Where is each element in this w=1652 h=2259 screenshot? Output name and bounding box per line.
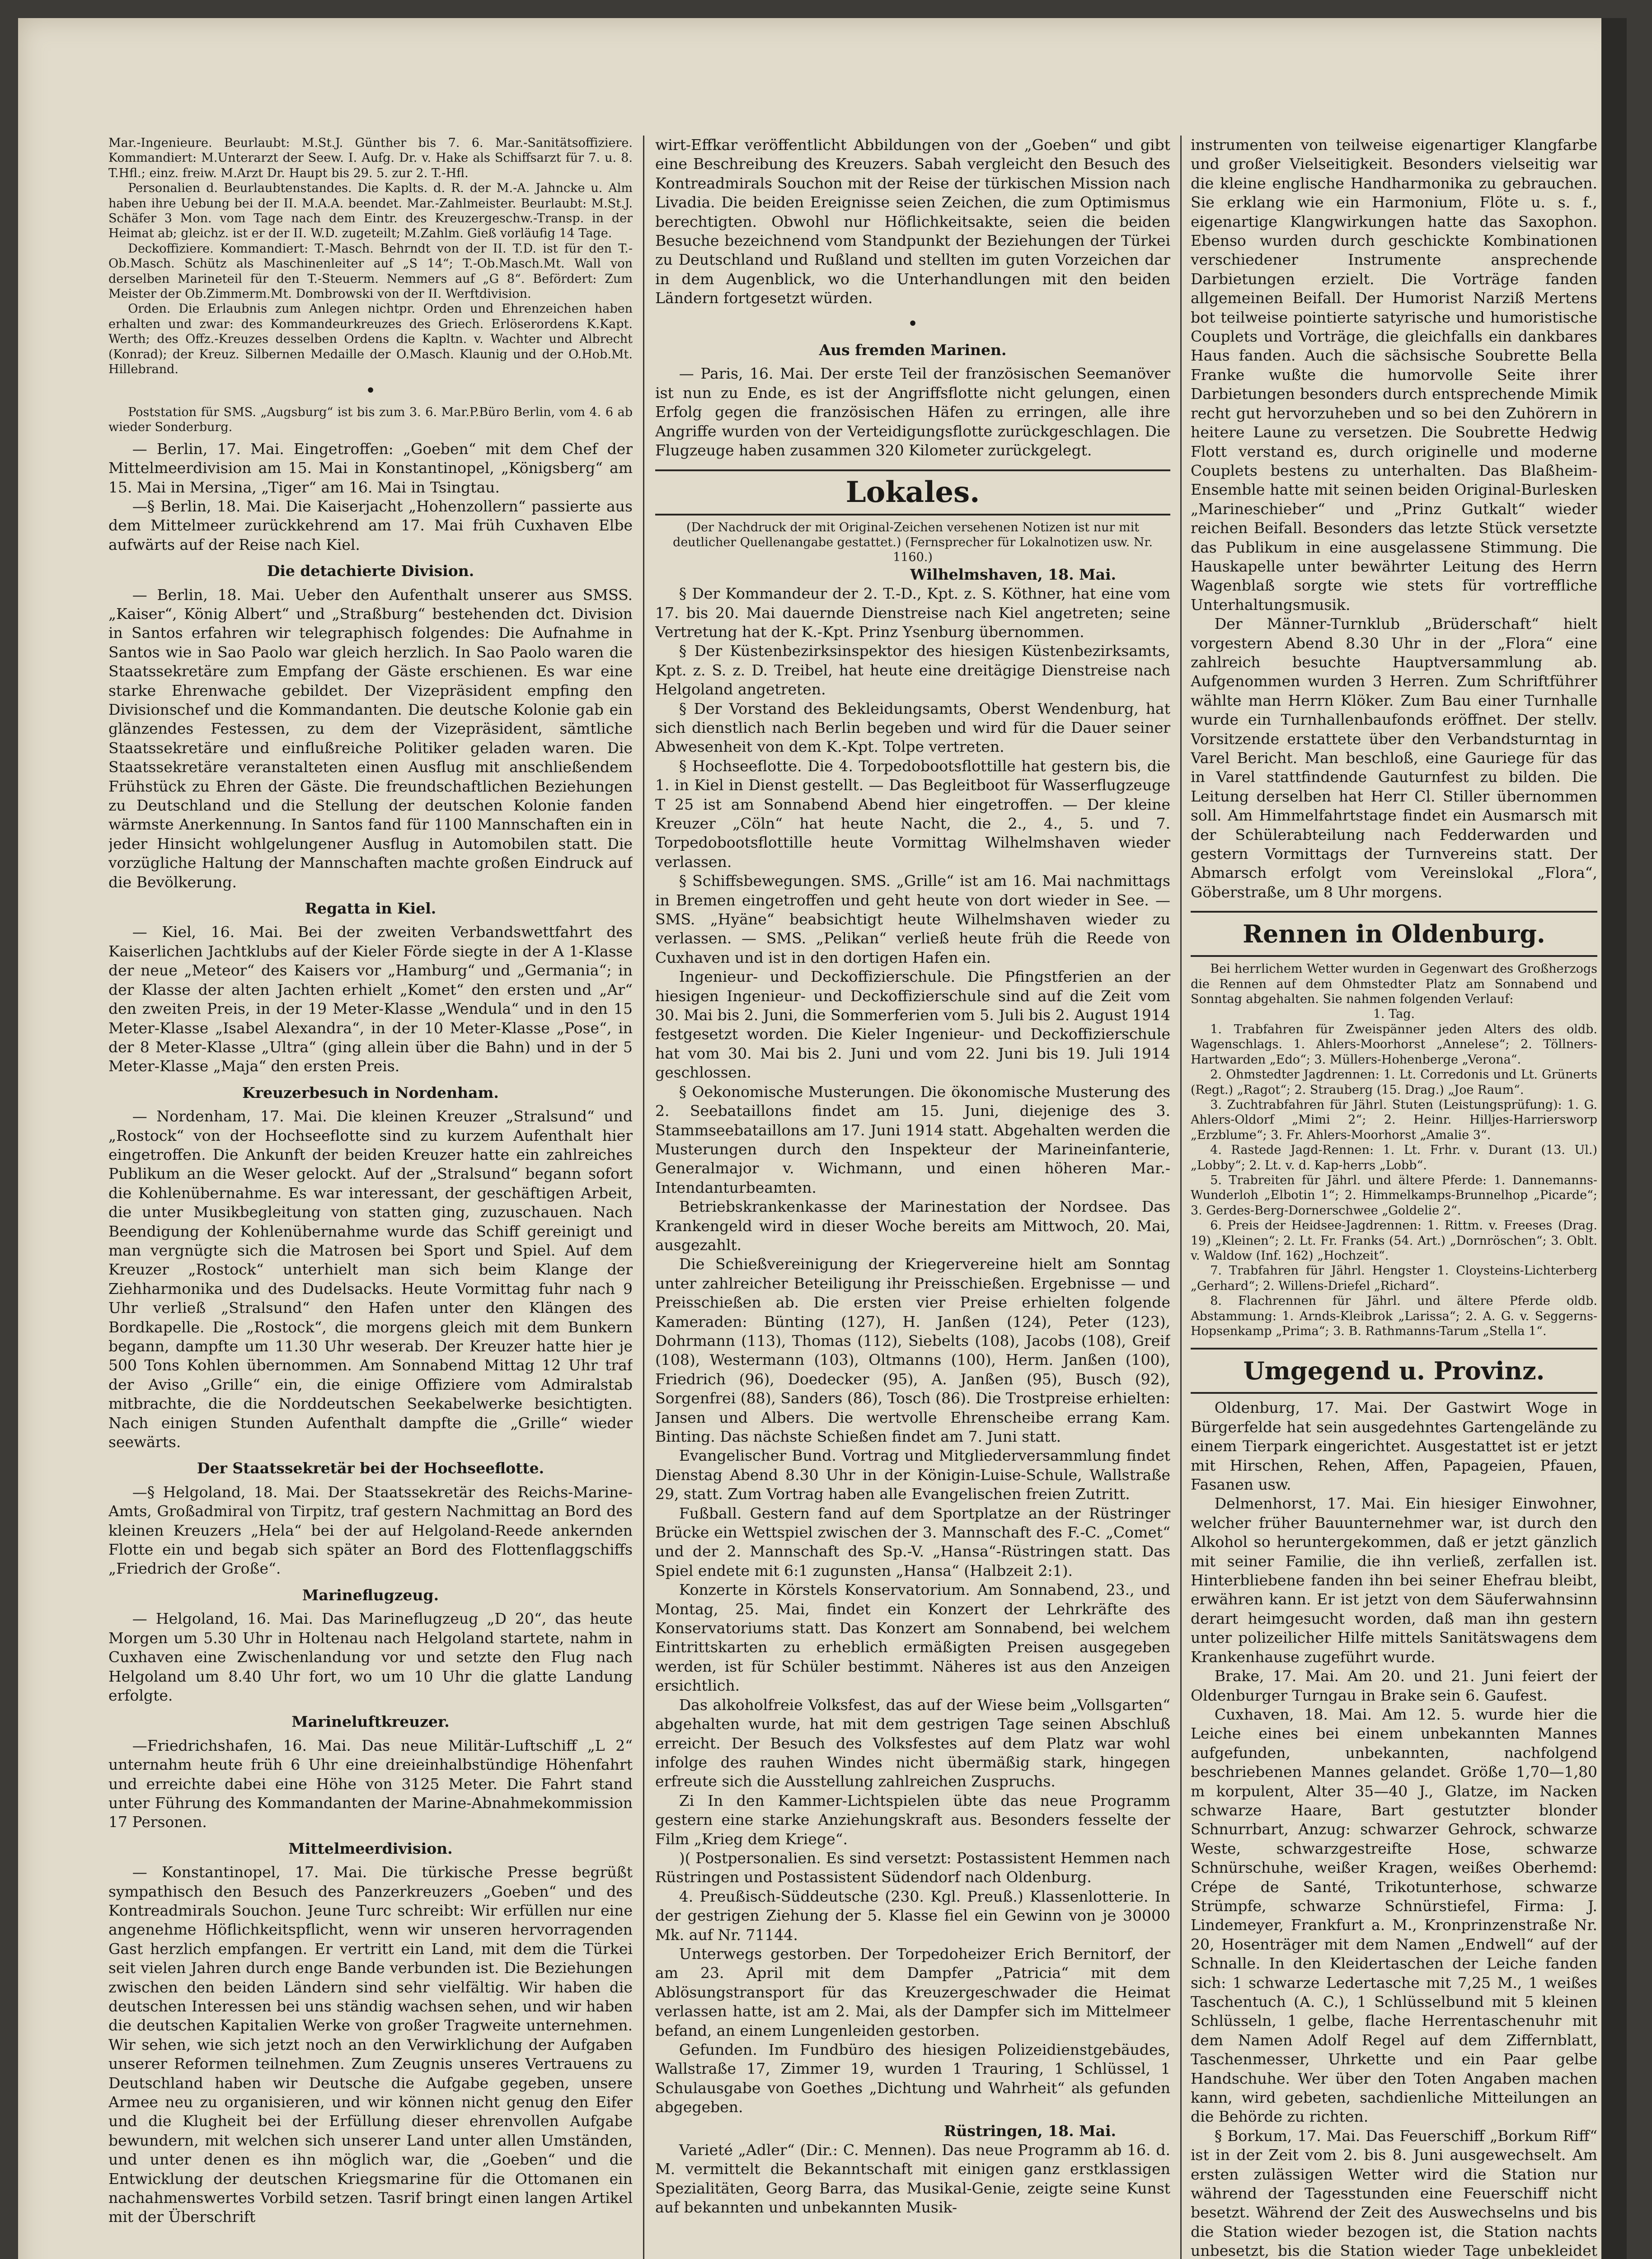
race-entry: 6. Preis der Heidsee-Jagdrennen: 1. Rittm. v. Freeses (Drag. 19) „Kleinen“; 2. Lt. Fr. Franks (54. Art.) „Dornröschen“; 3. Oblt. v. Waldow (Inf. 162) „Hochzeit“. — [1191, 1219, 1597, 1263]
race-entry: 3. Zuchtrabfahren für Jährl. Stuten (Leistungsprüfung): 1. G. Ahlers-Oldorf „Mimi 2“; 2. Heinr. Hilljes-Harriersworp „Erzblume“; 3. Fr. Ahlers-Moorhorst „Amalie 3“. — [1191, 1097, 1597, 1142]
dateline: Rüstringen, 18. Mai. — [943, 2122, 1116, 2140]
regional-item: Oldenburg, 17. Mai. Der Gastwirt Woge in Bürgerfelde hat sein ausgedehntes Gartengelände zu einem Tierpark eingerichtet. Ausgestattet ist er jetzt mit Hirschen, Rehen, Affen, Papageien, Pfauen, Fasanen usw. — [1191, 1399, 1597, 1494]
regional-item: Delmenhorst, 17. Mai. Ein hiesiger Einwohner, welcher früher Bauunternehmer war, ist durch den Alkohol so heruntergekommen, daß er jetzt gänzlich mit seiner Familie, die ihn verließ, zerfallen ist. Hinterbliebene fanden ihn bei seiner Ehefrau bleibt, erwähren kann. Er ist jetzt von dem Säuferwahnsinn derart heimgesucht worden, daß man ihn gestern unter polizeilicher Hilfe mittels Sanitätswagens dem Krankenhause zugeführt wurde. — [1191, 1495, 1597, 1666]
umgegend-heading: Umgegend u. Provinz. — [1191, 1348, 1597, 1394]
local-item: Gefunden. Im Fundbüro des hiesigen Polizeidienstgebäudes, Wallstraße 17, Zimmer 19, wurden 1 Trauring, 1 Schlüssel, 1 Schulausgabe von Goethes „Dichtung und Wahrheit“ als gefunden abgegeben. — [655, 2041, 1170, 2116]
race-entry: 5. Trabreiten für Jährl. und ältere Pferde: 1. Dannemanns-Wunderloh „Elbotin 1“; 2. Himmelkamps-Brunnelhop „Picarde“; 3. Gerdes-Berg-Dornerschwee „Goldelie 2“. — [1191, 1173, 1597, 1218]
copyright-notice: (Der Nachdruck der mit Original-Zeichen versehenen Notizen ist nur mit deutlicher Quellenangabe gestattet.) (Fernsprecher für Lokalnotizen usw. Nr. 1160.) — [673, 520, 1153, 565]
personalia-text: Mar.-Ingenieure. Beurlaubt: M.St.J. Günther bis 7. 6. Mar.-Sanitätsoffiziere. Kommandiert: M.Unterarzt der Seew. I. Aufg. Dr. v. Hake als Schiffsarzt für 7. u. 8. T.Hfl.; einz. freiw. M.Arzt Dr. Haupt bis 29. 5. zur 2. T.-Hfl. — [108, 136, 633, 180]
separator: • — [365, 380, 376, 401]
section-heading: Marineluftkreuzer. — [291, 1713, 450, 1731]
news-item: —Friedrichshafen, 16. Mai. Das neue Militär-Luftschiff „L 2“ unternahm heute früh 6 Uhr eine dreieinhalbstündige Höhenfahrt und erreichte dabei eine Höhe von 3125 Meter. Die Fahrt stand unter Führung des Kommandanten der Marine-Abnahmekommission 17 Personen. — [108, 1736, 633, 1831]
race-entry: 7. Trabfahren für Jährl. Hengster 1. Cloysteins-Lichterberg „Gerhard“; 2. Willens-Driefel „Richard“. — [1191, 1264, 1597, 1293]
news-item: — Berlin, 18. Mai. Ueber den Aufenthalt unserer aus SMSS. „Kaiser“, König Albert“ und „Straßburg“ bestehenden dct. Division in Santos erfahren wir telegraphisch folgendes: Die Aufnahme in Santos wie in Sao Paolo war gleich herzlich. In Sao Paolo waren die Staatssekretäre zum Empfang der Gäste erschienen. Es war eine starke Ehrenwache gebildet. Der Vizepräsident empfing den Divisionschef und die Kommandanten. Die deutsche Kolonie gab ein glänzendes Festessen, zu dem der Vizepräsident, sämtliche Staatssekretäre und einflußreiche Politiker geladen waren. Die Staatssekretäre veranstalteten einen Ausflug mit anschließendem Frühstück zu Ehren der Gäste. Die freundschaftlichen Beziehungen zu Deutschland und die Stellung der deutschen Kolonie fanden wärmste Anerkennung. In Santos fand für 1100 Mannschaften ein in jeder Hinsicht wohlgelungener Ausflug in Automobilen statt. Die vorzügliche Haltung der Mannschaften machte großen Eindruck auf die Bevölkerung. — [108, 586, 633, 891]
post-notice: Poststation für SMS. „Augsburg“ ist bis zum 3. 6. Mar.P.Büro Berlin, vom 4. 6 ab wieder Sonderburg. — [108, 405, 633, 435]
race-intro: Bei herrlichem Wetter wurden in Gegenwart des Großherzogs die Rennen auf dem Ohmstedter Platz am Sonnabend und Sonntag abgehalten. Sie nahmen folgenden Verlauf: — [1191, 962, 1597, 1007]
section-heading: Mittelmeerdivision. — [288, 1839, 453, 1857]
rennen-heading: Rennen in Oldenburg. — [1191, 911, 1597, 957]
column-middle — [655, 136, 1170, 2259]
local-item: § Der Vorstand des Bekleidungsamts, Oberst Wendenburg, hat sich dienstlich nach Berlin begeben und wird für die Dauer seiner Abwesenheit von dem K.-Kpt. Tolpe vertreten. — [655, 699, 1170, 756]
local-item: § Der Küstenbezirksinspektor des hiesigen Küstenbezirksamts, Kpt. z. S. z. D. Treibel, hat heute eine dreitägige Dienstreise nach Helgoland angetreten. — [655, 642, 1170, 698]
local-item: § Der Kommandeur der 2. T.-D., Kpt. z. S. Köthner, hat eine vom 17. bis 20. Mai dauernde Dienstreise nach Kiel angetreten; seine Vertretung hat der K.-Kpt. Prinz Ysenburg übernommen. — [655, 585, 1170, 641]
race-results — [1191, 961, 1597, 1339]
news-item: —§ Berlin, 18. Mai. Die Kaiserjacht „Hohenzollern“ passierte aus dem Mittelmeer zurückkehrend am 17. Mai früh Cuxhaven Elbe aufwärts auf der Reise nach Kiel. — [108, 497, 633, 553]
column-left — [108, 136, 633, 2259]
local-item: § Oekonomische Musterungen. Die ökonomische Musterung des 2. Seebataillons findet am 15. Juni, diejenige des 3. Stammseebataillons am 17. Juni 1914 statt. Abgehalten werden die Musterungen durch den Inspekteur der Marineinfanterie, Generalmajor v. Wichmann, und einen höheren Mar.-Intendanturbeamten. — [655, 1083, 1170, 1196]
local-item: Ingenieur- und Deckoffizierschule. Die Pfingstferien an der hiesigen Ingenieur- und Deckoffizierschule sind auf die Zeit vom 30. Mai bis 2. Juni, die Sommerferien vom 5. Juli bis 2. August 1914 festgesetzt worden. Die Kieler Ingenieur- und Deckoffizierschule hat vom 30. Mai bis 2. Juni und vom 22. Juni bis 19. Juli 1914 geschlossen. — [655, 968, 1170, 1082]
section-heading: Marineflugzeug. — [302, 1586, 439, 1604]
race-entry: 1. Trabfahren für Zweispänner jeden Alters des oldb. Wagenschlags. 1. Ahlers-Moorhorst „Annelese“; 2. Töllners-Hartwarden „Edo“; 3. Müllers-Hohenberge „Verona“. — [1191, 1022, 1597, 1067]
race-entry: 4. Rastede Jagd-Rennen: 1. Lt. Frhr. v. Durant (13. Ul.) „Lobby“; 2. Lt. v. d. Kap-herrs „Lobb“. — [1191, 1143, 1597, 1172]
regional-item: Cuxhaven, 18. Mai. Am 12. 5. wurde hier die Leiche eines bei einem unbekannten Mannes aufgefunden, unbekannten, nachfolgend beschriebenen Mannes gelandet. Größe 1,70—1,80 m korpulent, Alter 35—40 J., Glatze, im Nacken schwarze Haare, Bart gestutzter blonder Schnurrbart, Anzug: schwarzer Gehrock, schwarze Weste, schwarzgestreifte Hose, schwarze Schnürschuhe, weißer Kragen, weißes Oberhemd: Crépe de Santé, Trikotunterhose, schwarze Strümpfe, schwarze Schnürstiefel, Firma: J. Lindemeyer, Frankfurt a. M., Kronprinzenstraße Nr. 20, Hosenträger mit dem Namen „Endwell“ auf der Schnalle. In den Kleidertaschen der Leiche fanden sich: 1 schwarze Ledertasche mit 7,25 M., 1 weißes Taschentuch (A. C.), 1 Schlüsselbund mit 5 kleinen Schlüsseln, 1 gelbe, flache Herrentaschenuhr mit dem Namen Adolf Regel auf dem Ziffernblatt, Taschenmesser, Uhrkette und ein Paar gelbe Handschuhe. Wer über den Toten Angaben machen kann, wird gebeten, sachdienliche Mitteilungen an die Behörde zu richten. — [1191, 1705, 1597, 2126]
local-item: Das alkoholfreie Volksfest, das auf der Wiese beim „Vollsgarten“ abgehalten wurde, hat mit dem gestrigen Tage seinen Abschluß erreicht. Der Besuch des Volksfestes auf dem Platz war wohl infolge des rauhen Windes nicht übermäßig stark, hingegen erfreute sich die Ausstellung zahlreichen Zuspruchs. — [655, 1696, 1170, 1790]
regional-item: § Borkum, 17. Mai. Das Feuerschiff „Borkum Riff“ ist in der Zeit vom 2. bis 8. Juni ausgewechselt. Am ersten zulässigen Wetter wird die Station nur während der Tagesstunden eine Feuerschiff nicht besetzt. Während der Zeit des Auswechselns und bis die Station wieder bezogen ist, die Station nachts unbesetzt, bis die Station wieder Tage unbekleidet — [1191, 2127, 1597, 2259]
news-item: wirt-Effkar veröffentlicht Abbildungen von der „Goeben“ und gibt eine Beschreibung des Kreuzers. Sabah vergleicht den Besuch des Kontreadmirals Souchon mit der Reise der türkischen Mission nach Livadia. Die beiden Ereignisse seien Zeichen, die zum Optimismus berechtigten. Obwohl nur Höflichkeitsakte, seien die beiden Besuche bezeichnend vom Standpunkt der Beziehungen der Türkei zu Deutschland und Rußland und stellten im guten Vorzeichen dar in dem Augenblick, wo die Unterhandlungen mit den beiden Ländern fortgesetzt würden. — [655, 136, 1170, 307]
section-heading: Regatta in Kiel. — [305, 900, 436, 918]
local-item: Evangelischer Bund. Vortrag und Mitgliederversammlung findet Dienstag Abend 8.30 Uhr in der Königin-Luise-Schule, Wallstraße 29, statt. Zum Vortrag haben alle Evangelischen freien Zutritt. — [655, 1447, 1170, 1503]
local-item: Varieté „Adler“ (Dir.: C. Mennen). Das neue Programm ab 16. d. M. vermittelt die Bekanntschaft mit einigen ganz erstklassigen Spezialitäten, Georg Barra, das Musikal-Genie, zeigte seine Kunst auf bekannten und unbekannten Musik- — [655, 2141, 1170, 2217]
news-item: — Helgoland, 16. Mai. Das Marineflugzeug „D 20“, das heute Morgen um 5.30 Uhr in Holtenau nach Helgoland startete, nahm in Cuxhaven eine Zwischenlandung vor und setzte den Flug nach Helgoland um 8.40 Uhr fort, wo um 10 Uhr die glatte Landung erfolgte. — [108, 1610, 633, 1704]
local-item: Fußball. Gestern fand auf dem Sportplatze an der Rüstringer Brücke ein Wettspiel zwischen der 3. Mannschaft des F.-C. „Comet“ und der 2. Mannschaft des Sp.-V. „Hansa“-Rüstringen statt. Das Spiel endete mit 6:1 zugunsten „Hansa“ (Halbzeit 2:1). — [655, 1504, 1170, 1579]
lokales-heading: Lokales. — [655, 469, 1170, 516]
race-entry: 8. Flachrennen für Jährl. und ältere Pferde oldb. Abstammung: 1. Arnds-Kleibrok „Larissa“; 2. A. G. v. Seggerns-Hopsenkamp „Prima“; 3. B. Rathmanns-Tarum „Stella 1“. — [1191, 1294, 1597, 1338]
local-item: Konzerte in Körstels Konservatorium. Am Sonnabend, 23., und Montag, 25. Mai, findet ein Konzert der Lehrkräfte des Konservatoriums statt. Das Konzert am Sonnabend, bei welchem Eintrittskarten zu erheblich ermäßigten Preisen ausgegeben werden, ist für Schüler bestimmt. Näheres ist aus den Anzeigen ersichtlich. — [655, 1581, 1170, 1695]
news-item: — Berlin, 17. Mai. Eingetroffen: „Goeben“ mit dem Chef der Mittelmeerdivision am 15. Mai in Konstantinopel, „Königsberg“ am 15. Mai in Mersina, „Tiger“ am 16. Mai in Tsingtau. — [108, 440, 633, 496]
news-item: — Paris, 16. Mai. Der erste Teil der französischen Seemanöver ist nun zu Ende, es ist der Angriffsflotte nicht gelungen, einen Erfolg gegen die französischen Häfen zu erringen, alle ihre Angriffe wurden von der Verteidigungsflotte zurückgeschlagen. Die Flugzeuge haben zusammen 320 Kilometer zurückgelegt. — [655, 365, 1170, 459]
local-item: Zi In den Kammer-Lichtspielen übte das neue Programm gestern eine starke Anziehungskraft aus. Besonders fesselte der Film „Krieg dem Kriege“. — [655, 1791, 1170, 1848]
local-item: § Hochseeflotte. Die 4. Torpedobootsflottille hat gestern bis, die 1. in Kiel in Dienst gestellt. — Das Begleitboot für Wasserflugzeuge T 25 ist am Sonnabend Abend hier eingetroffen. — Der kleine Kreuzer „Cöln“ hat heute Nacht, die 2., 4., 5. und 7. Torpedobootsflottille heute Vormittag Wilhelmshaven wieder verlassen. — [655, 757, 1170, 871]
regional-item: Brake, 17. Mai. Am 20. und 21. Juni feiert der Oldenburger Turngau in Brake sein 6. Gaufest. — [1191, 1667, 1597, 1704]
news-item: — Kiel, 16. Mai. Bei der zweiten Verbandswettfahrt des Kaiserlichen Jachtklubs auf der Kieler Förde siegte in der A 1-Klasse der neue „Meteor“ des Kaisers vor „Hamburg“ und „Germania“; in der Klasse der alten Jachten erhielt „Komet“ den ersten und „Ar“ den zweiten Preis, in der 19 Meter-Klasse „Wendula“ und in den 15 Meter-Klasse „Isabel Alexandra“, in der 10 Meter-Klasse „Pose“, in der 8 Meter-Klasse „Ultra“ (ging allein über die Bahn) und in der 5 Meter-Klasse „Maja“ den ersten Preis. — [108, 923, 633, 1075]
column-right — [1191, 136, 1597, 2259]
local-item: )( Postpersonalien. Es sind versetzt: Postassistent Hemmen nach Rüstringen und Postassistent Südendorf nach Oldenburg. — [655, 1849, 1170, 1886]
section-heading: Kreuzerbesuch in Nordenham. — [242, 1083, 499, 1101]
news-item: Der Männer-Turnklub „Brüderschaft“ hielt vorgestern Abend 8.30 Uhr in der „Flora“ eine zahlreich besuchte Hauptversammlung ab. Aufgenommen wurden 3 Herren. Zum Schriftführer wählte man Herrn Klöker. Zum Bau einer Turnhalle wurde ein Turnhallenbaufonds eröffnet. Der stellv. Vorsitzende erstattete über den Verbandsturntag in Varel Bericht. Man beschloß, eine Gauriege für das in Varel stattfindende Gauturnfest zu bilden. Die Leitung derselben hat Herr Cl. Stiller übernommen soll. Am Himmelfahrtstage findet ein Ausmarsch mit der Schülerabteilung nach Fedderwarden und gestern Vormittags der Turnvereins statt. Der Abmarsch erfolgt vom Vereinslokal „Flora“, Göberstraße, um 8 Uhr morgens. — [1191, 615, 1597, 901]
local-item: 4. Preußisch-Süddeutsche (230. Kgl. Preuß.) Klassenlotterie. In der gestrigen Ziehung der 5. Klasse fiel ein Gewinn von je 30000 Mk. auf Nr. 71144. — [655, 1887, 1170, 1944]
section-heading: Aus fremden Marinen. — [819, 341, 1007, 359]
dateline: Wilhelmshaven, 18. Mai. — [910, 565, 1116, 583]
page-edge — [1601, 18, 1627, 2259]
personalia-block — [108, 136, 633, 435]
personalia-text: Deckoffiziere. Kommandiert: T.-Masch. Behrndt von der II. T.D. ist für den T.-Ob.Masch. Schütz als Maschinenleiter auf „S 14“; T.-Ob.Masch.Mt. Wall von derselben Marineteil für den T.-Steuerm. Nemmers auf „G 8“. Befördert: Zum Meister der Ob.Zimmerm.Mt. Dombrowski von der II. Werftdivision. — [108, 241, 633, 301]
news-item: — Konstantinopel, 17. Mai. Die türkische Presse begrüßt sympathisch den Besuch des Panzerkreuzers „Goeben“ und des Kontreadmirals Souchon. Jeune Turc schreibt: Wir erfüllen nur eine angenehme Höflichkeitspflicht, wenn wir unseren hervorragenden Gast herzlich empfangen. Er vertritt ein Land, mit dem die Türkei seit vielen Jahren durch enge Bande verbunden ist. Die Beziehungen zwischen den beiden Ländern sind sehr vielfältig. Wir haben die deutschen Interessen bei uns ständig wachsen sehen, und wir haben die deutschen Kapitalien Werke von großer Tragweite unternehmen. Wir sehen, wie sich jetzt noch an den Verwirklichung der Aufgaben unserer Reformen teilnehmen. Zum Zeugnis unseres Vertrauens zu Deutschland haben wir Deutsche die Aufgabe gegeben, unsere Armee neu zu organisieren, und wir können nicht genug den Eifer und die Klugheit bei der Erfüllung dieser ehrenvollen Aufgabe bewundern, mit welchen sich unserer Land unter allen Umständen, und unter denen es ihn möglich war, die „Goeben“ und die Entwicklung der deutschen Kriegsmarine für die Ottomanen ein nachahmenswertes Vorbild setzen. Tasrif bringt einen langen Artikel mit der Überschrift — [108, 1863, 633, 2226]
local-item: Die Schießvereinigung der Kriegervereine hielt am Sonntag unter zahlreicher Beteiligung ihr Preisschießen. Ergebnisse — und Preisschießen ab. Die ersten vier Preise erhielten folgende Kameraden: Bünting (127), H. Janßen (124), Peter (123), Dohrmann (113), Thomas (112), Siebelts (108), Jacobs (108), Greif (108), Westermann (103), Oltmanns (100), Herm. Janßen (100), Friedrich (96), Doedecker (95), A. Janßen (95), Busch (92), Sorgenfrei (88), Sanders (86), Tosch (86). Die Trostpreise erhielten: Jansen und Albers. Die wertvolle Ehrenscheibe errang Kam. Binting. Das nächste Schießen findet am 7. Juni statt. — [655, 1255, 1170, 1445]
news-item: —§ Helgoland, 18. Mai. Der Staatssekretär des Reichs-Marine-Amts, Großadmiral von Tirpitz, traf gestern Nachmittag an Bord des kleinen Kreuzers „Hela“ bei der auf Helgoland-Reede ankernden Flotte ein und begab sich später an Bord des Flottenflaggschiffs „Friedrich der Große“. — [108, 1483, 633, 1578]
newspaper-page — [18, 18, 1627, 2259]
race-day: 1. Tag. — [1373, 1007, 1415, 1022]
separator: • — [907, 313, 918, 334]
column-rule — [1180, 136, 1182, 2259]
race-entry: 2. Ohmstedter Jagdrennen: 1. Lt. Corredonis und Lt. Grünerts (Regt.) „Ragot“; 2. Strauberg (15. Drag.) „Joe Raum“. — [1191, 1068, 1597, 1097]
local-item: § Schiffsbewegungen. SMS. „Grille“ ist am 16. Mai nachmittags in Bremen eingetroffen und geht heute von dort wieder in See. — SMS. „Hyäne“ beabsichtigt heute Wilhelmshaven wieder zu verlassen. — SMS. „Pelikan“ verließ heute früh die Reede von Cuxhaven und ist in den dortigen Hafen ein. — [655, 872, 1170, 966]
news-item: — Nordenham, 17. Mai. Die kleinen Kreuzer „Stralsund“ und „Rostock“ von der Hochseeflotte sind zu kurzem Aufenthalt hier eingetroffen. Die Ankunft der beiden Kreuzer hatte ein zahlreiches Publikum an die Weser gelockt. Auf der „Stralsund“ begann sofort die Kohlenübernahme. Es war interessant, der geschäftigen Arbeit, die unter Musikbegleitung von statten ging, zuzuschauen. Nach Beendigung der Kohlenübernahme wurde das Schiff gereinigt und man vergnügte sich die Matrosen bei Sport und Spiel. Auf dem Kreuzer „Rostock“ unterhielt man sich beim Klange der Ziehharmonika und des Dudelsacks. Heute Vormittag fuhr nach 9 Uhr verließ „Stralsund“ den Hafen unter den Klängen des Bordkapelle. Die „Rostock“, die morgens gleich mit dem Bunkern begann, dampfte um 11.30 Uhr weserab. Der Kreuzer hatte hier je 500 Tons Kohlen übernommen. Am Sonnabend Mittag 12 Uhr traf der Aviso „Grille“ ein, die einige Offiziere vom Admiralstab mitbrachte, die die Norddeutschen Seekabelwerke besichtigten. Nach einigen Stunden Aufenthalt dampfte die „Grille“ wieder seewärts. — [108, 1107, 633, 1451]
news-item: instrumenten von teilweise eigenartiger Klangfarbe und großer Vielseitigkeit. Besonders vielseitig war die kleine englische Handharmonika zu gebrauchen. Sie erklang wie ein Harmonium, Flöte u. s. f., eigenartige Klangwirkungen hatte das Saxophon. Ebenso wurden durch geschickte Kombinationen verschiedener Instrumente ansprechende Darbietungen erzielt. Die Vorträge fanden allgemeinen Beifall. Der Humorist Narziß Mertens bot teilweise pointierte satyrische und humoristische Couplets und Vorträge, die gleichfalls ein dankbares Haus fanden. Auch die sächsische Soubrette Bella Franke wußte die humorvolle Seite ihrer Darbietungen besonders durch entsprechende Mimik recht gut hervorzuheben und so bei den Zuhörern in heitere Laune zu versetzen. Die Soubrette Hedwig Flott verstand es, durch originelle und moderne Couplets bestens zu unterhalten. Das Blaßheim-Ensemble hatte mit seinen beiden Original-Burlesken „Marineschieber“ und „Prinz Gutkalt“ wieder reichen Beifall. Besonders das letzte Stück versetzte das Publikum in eine ausgelassene Stimmung. Die Hauskapelle unter bewährter Leitung des Herrn Wagenblaß sorgte wie stets für vortreffliche Unterhaltungsmusik. — [1191, 136, 1597, 614]
section-heading: Der Staatssekretär bei der Hochseeflotte. — [197, 1459, 544, 1477]
local-item: Unterwegs gestorben. Der Torpedoheizer Erich Bernitorf, der am 23. April mit dem Dampfer „Patricia“ mit dem Ablösungstransport für das Kreuzergeschwader die Heimat verlassen hatte, ist am 2. Mai, als der Dampfer sich im Mittelmeer befand, an einem Lungenleiden gestorben. — [655, 1945, 1170, 2039]
column-rule — [643, 136, 644, 2259]
personalia-text: Orden. Die Erlaubnis zum Anlegen nichtpr. Orden und Ehrenzeichen haben erhalten und zwar: des Kommandeurkreuzes des Griech. Erlöserordens K.Kapt. Werth; des Offz.-Kreuzes desselben Ordens die Kapltn. v. Wachter und Albrecht (Konrad); der Kreuz. Silbernen Medaille der O.Masch. Klaunig und der O.Hob.Mt. Hillebrand. — [108, 302, 633, 377]
section-heading: Die detachierte Division. — [267, 562, 474, 580]
local-item: Betriebskrankenkasse der Marinestation der Nordsee. Das Krankengeld wird in dieser Woche bereits am Mittwoch, 20. Mai, ausgezahlt. — [655, 1198, 1170, 1254]
personalia-text: Personalien d. Beurlaubtenstandes. Die Kaplts. d. R. der M.-A. Jahncke u. Alm haben ihre Uebung bei der II. M.A.A. beendet. Mar.-Zahlmeister. Beurlaubt: M.St.J. Schäfer 3 Mon. vom Tage nach dem Eintr. des Kreuzergeschw.-Transp. in der Heimat ab; gleichz. ist er der II. W.D. zugeteilt; M.Zahlm. Gieß vorläufig 14 Tage. — [108, 181, 633, 241]
